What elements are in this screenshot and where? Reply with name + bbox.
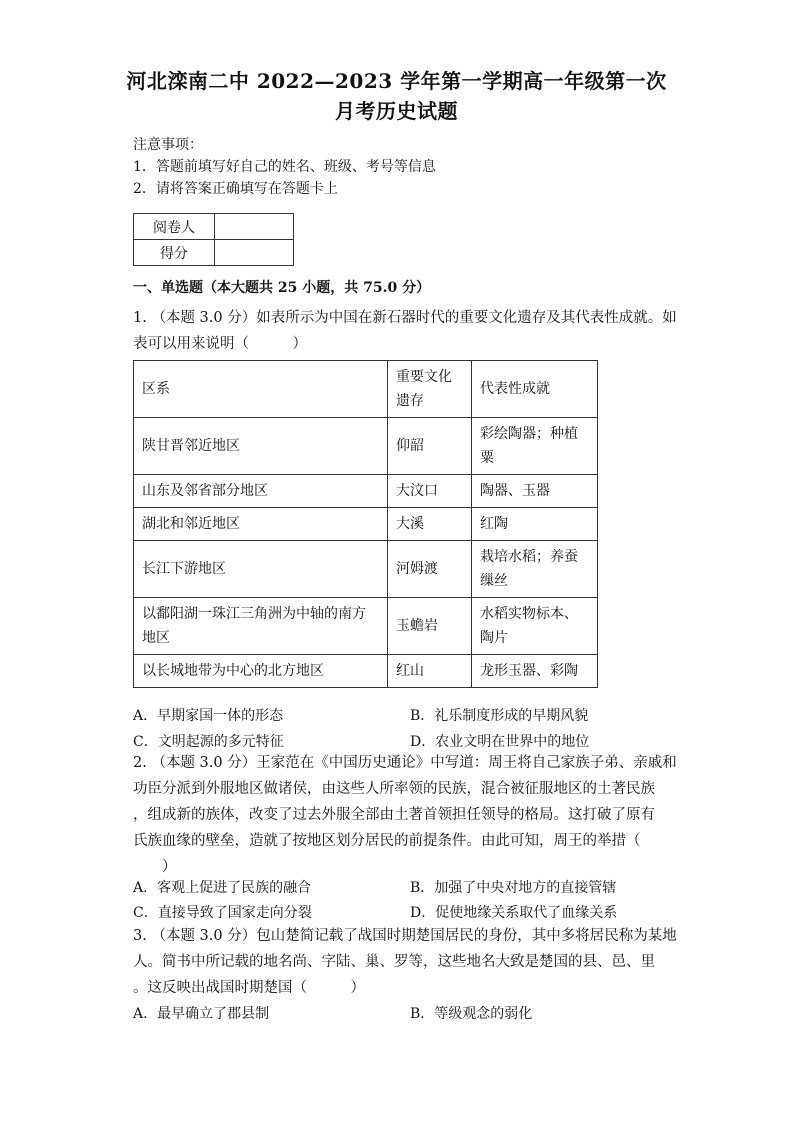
table-cell: 大溪 [388, 508, 472, 541]
table-cell: 山东及邻省部分地区 [134, 475, 388, 508]
score-label-points: 得分 [134, 240, 215, 266]
table-header-cell: 区系 [134, 361, 388, 418]
exam-title-line2: 月考历史试题 [335, 99, 458, 123]
table-row [134, 541, 598, 598]
table-cell: 彩绘陶器；种植粟 [472, 418, 598, 475]
q2-stem-line: ，组成新的族体，改变了过去外服全部由土著首领担任领导的格局。这打破了原有 [133, 807, 655, 823]
table-cell: 陕甘晋邻近地区 [134, 418, 388, 475]
q1-option-c: C．文明起源的多元特征 [133, 734, 284, 750]
q1-option-b: B．礼乐制度形成的早期风貌 [410, 708, 589, 724]
notice-item-2: 2．请将答案正确填写在答题卡上 [133, 181, 338, 197]
table-row [134, 508, 598, 541]
table-cell: 红陶 [472, 508, 598, 541]
table-row [134, 598, 598, 655]
table-cell: 仰韶 [388, 418, 472, 475]
q3-option-b: B．等级观念的弱化 [410, 1006, 533, 1022]
notice-heading: 注意事项： [133, 137, 203, 153]
table-cell: 龙形玉器、彩陶 [472, 655, 598, 688]
q3-stem-line: 人。简书中所记载的地名尚、字陆、巢、罗等，这些地名大致是楚国的县、邑、里 [133, 954, 655, 970]
table-cell: 河姆渡 [388, 541, 472, 598]
table-cell: 玉蟾岩 [388, 598, 472, 655]
q3-stem [133, 923, 677, 1001]
table-cell: 大汶口 [388, 475, 472, 508]
score-value-grader [215, 214, 294, 240]
table-header-cell: 重要文化遗存 [388, 361, 472, 418]
score-value-points [215, 240, 294, 266]
q2-stem-line: 2. （本题 3.0 分）王家范在《中国历史通论》中写道：周王将自己家族子弟、亲戚和 [133, 755, 677, 771]
q2-stem-line: 氏族血缘的壁垒，造就了按地区划分居民的前提条件。由此可知，周王的举措（ [133, 833, 641, 849]
q1-stem [133, 305, 677, 357]
q1-option-d: D．农业文明在世界中的地位 [410, 734, 590, 750]
q3-stem-line: 3. （本题 3.0 分）包山楚简记载了战国时期楚国居民的身份，其中多将居民称为某地 [133, 928, 677, 944]
table-row [134, 418, 598, 475]
table-header-cell: 代表性成就 [472, 361, 598, 418]
score-label-grader: 阅卷人 [134, 214, 215, 240]
notice-item-1: 1．答题前填写好自己的姓名、班级、考号等信息 [133, 159, 436, 175]
score-row [134, 214, 294, 240]
table-cell: 以长城地带为中心的北方地区 [134, 655, 388, 688]
table-row [134, 475, 598, 508]
q1-culture-table [133, 360, 598, 688]
section-title: 一、单选题（本大题共 25 小题，共 75.0 分） [133, 280, 431, 296]
q3-stem-line: 。这反映出战国时期楚国（ ） [133, 980, 365, 996]
table-cell: 栽培水稻；养蚕缫丝 [472, 541, 598, 598]
table-row [134, 655, 598, 688]
q1-option-a: A．早期家国一体的形态 [133, 708, 284, 724]
q2-stem-line: ） [133, 859, 177, 875]
q1-stem-line: 1. （本题 3.0 分）如表所示为中国在新石器时代的重要文化遗存及其代表性成就。如 [133, 310, 677, 326]
q2-option-a: A．客观上促进了民族的融合 [133, 880, 312, 896]
q2-option-d: D．促使地缘关系取代了血缘关系 [410, 905, 618, 921]
q2-stem-line: 功臣分派到外服地区做诸侯，由这些人所率领的民族，混合被征服地区的土著民族 [133, 781, 655, 797]
table-cell: 以鄱阳湖一珠江三角洲为中轴的南方地区 [134, 598, 388, 655]
table-cell: 湖北和邻近地区 [134, 508, 388, 541]
table-cell: 水稻实物标本、陶片 [472, 598, 598, 655]
score-table [133, 213, 294, 266]
q3-option-a: A．最早确立了郡县制 [133, 1006, 270, 1022]
q1-stem-line: 表可以用来说明（ ） [133, 336, 307, 352]
q2-option-c: C．直接导致了国家走向分裂 [133, 905, 312, 921]
q2-stem [133, 750, 677, 880]
q2-option-b: B．加强了中央对地方的直接管辖 [410, 880, 617, 896]
table-cell: 红山 [388, 655, 472, 688]
exam-title-line1: 河北滦南二中 2022—2023 学年第一学期高一年级第一次 [126, 69, 667, 93]
table-header-row [134, 361, 598, 418]
table-cell: 陶器、玉器 [472, 475, 598, 508]
table-cell: 长江下游地区 [134, 541, 388, 598]
score-row [134, 240, 294, 266]
